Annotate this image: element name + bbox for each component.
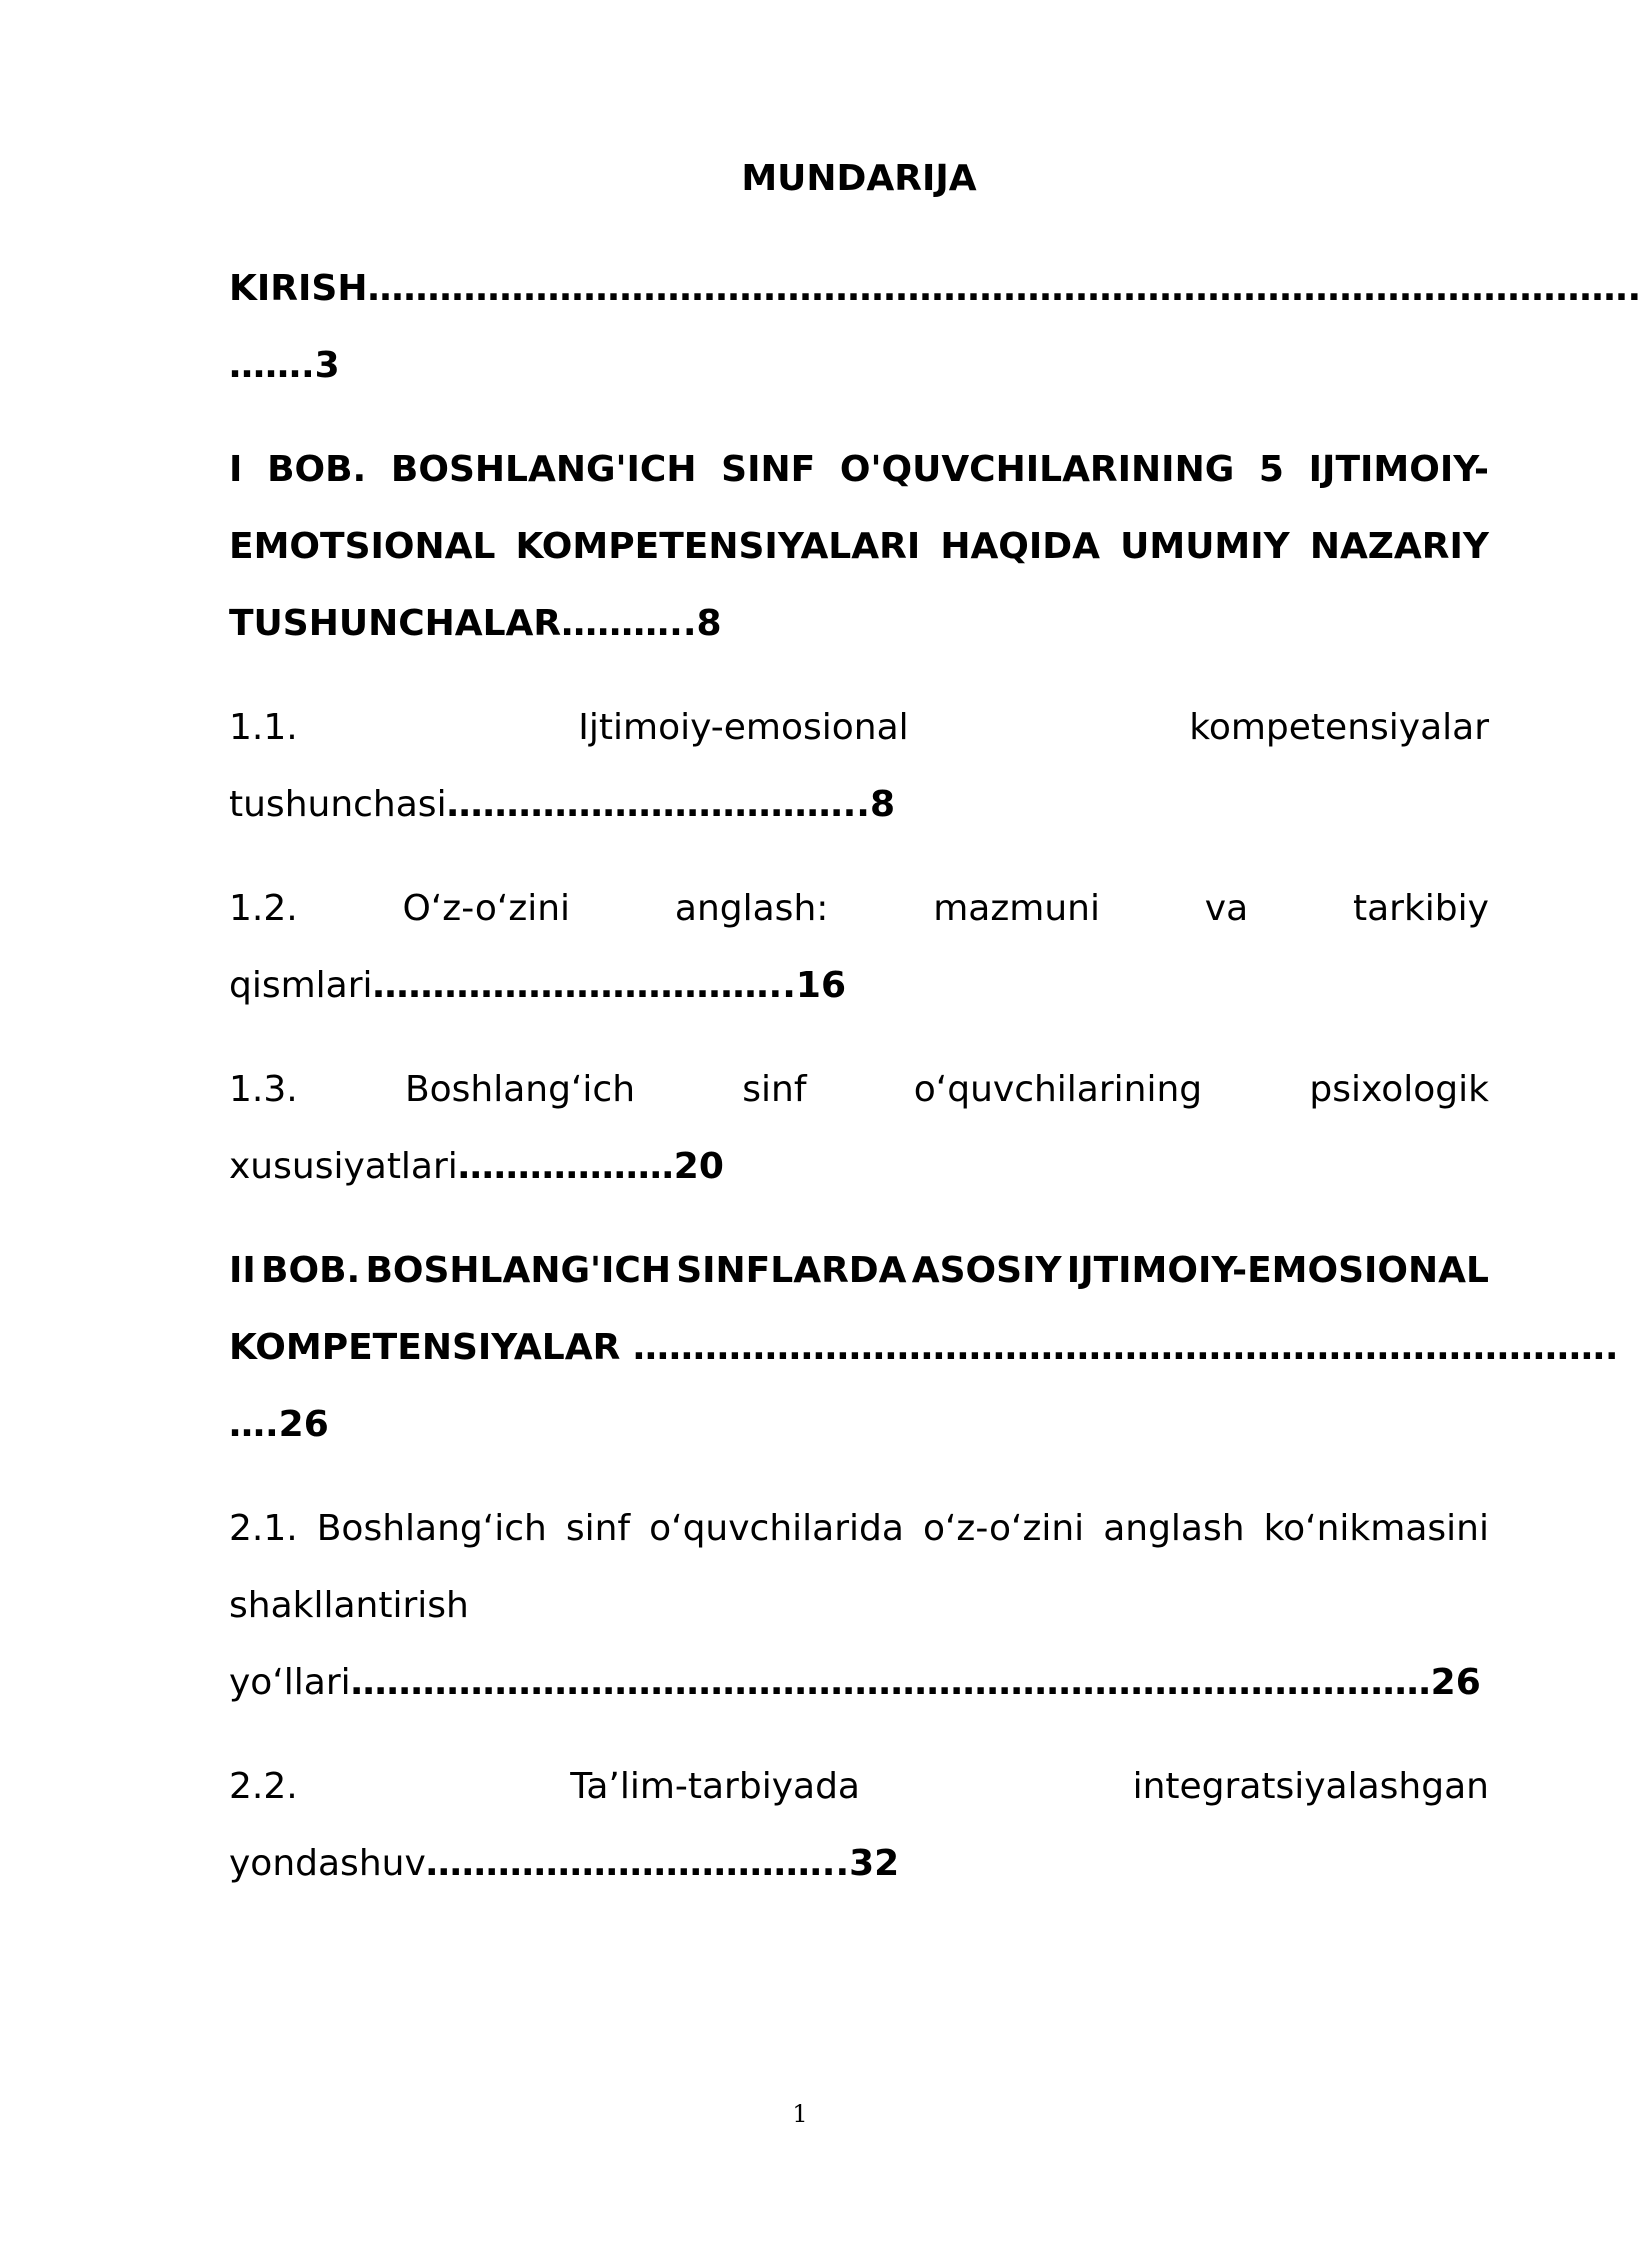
toc-section-1-3-line1 (229, 1051, 1489, 1128)
toc-chapter-2-line1 (229, 1232, 1489, 1309)
toc-section-1-1-line2 (229, 766, 1489, 843)
toc-entry-chapter-2[interactable] (229, 1232, 1619, 1463)
toc-leader-dots: ………………………………………………………………………. (620, 1327, 1619, 1368)
toc-leader-dots: …………………………….. (446, 784, 870, 825)
toc-word: BOSHLANG'ICH (390, 449, 697, 490)
toc-word: BOB. (261, 1250, 361, 1291)
toc-section-2-2-line1 (229, 1748, 1489, 1825)
toc-word: BOSHLANG'ICH (365, 1250, 671, 1291)
toc-word: UMUMIY (1120, 526, 1290, 567)
toc-word: IJTIMOIY- (1308, 449, 1489, 490)
toc-chapter-1-line2 (229, 508, 1489, 585)
toc-word: EMOTSIONAL (229, 526, 496, 567)
toc-section-2-1-line1 (229, 1490, 1489, 1567)
toc-word: I (229, 449, 243, 490)
toc-section-title-end: yo‘llari (229, 1662, 351, 1703)
toc-entry-kirish-line1: KIRISH……………………………………………………………………………………………. (229, 268, 1641, 309)
toc-word: psixologik (1309, 1069, 1489, 1110)
toc-section-title-end: qismlari (229, 965, 373, 1006)
toc-section-1-1-line1 (229, 689, 1489, 766)
toc-section-1-2-line1 (229, 870, 1489, 947)
toc-section-2-1-line3 (229, 1644, 1489, 1721)
toc-word: tarkibiy (1352, 888, 1489, 929)
toc-section-title-end: yondashuv (229, 1843, 426, 1884)
toc-word: va (1204, 888, 1249, 929)
toc-section-1-2-line2 (229, 947, 1489, 1024)
toc-word: o‘quvchilarida (649, 1508, 904, 1549)
toc-word: SINFLARDA (676, 1250, 907, 1291)
toc-word: SINF (721, 449, 816, 490)
toc-word: sinf (742, 1069, 807, 1110)
toc-word: O‘z-o‘zini (402, 888, 571, 929)
toc-section-2-2-line2 (229, 1825, 1489, 1902)
table-of-contents (229, 150, 1641, 1929)
toc-word: 1.1. (229, 707, 298, 748)
toc-entry-section-1-3[interactable] (229, 1051, 1489, 1205)
toc-chapter-2-line2 (229, 1309, 1619, 1386)
toc-chapter-1-line3 (229, 585, 1489, 662)
toc-entry-section-1-1[interactable] (229, 689, 1489, 843)
toc-word: ko‘nikmasini (1263, 1508, 1489, 1549)
toc-section-1-3-line2 (229, 1128, 1489, 1205)
toc-entry-section-2-2[interactable] (229, 1748, 1489, 1902)
toc-word: KOMPETENSIYALARI (515, 526, 921, 567)
toc-chapter-2-title-end: KOMPETENSIYALAR (229, 1327, 621, 1368)
page-footer-number: 1 (792, 2100, 808, 2128)
toc-word: ASOSIY (911, 1250, 1062, 1291)
toc-page-number: 16 (795, 965, 847, 1006)
toc-word: o‘quvchilarining (913, 1069, 1203, 1110)
toc-page-number: 8 (869, 784, 895, 825)
toc-word: o‘z-o‘zini (922, 1508, 1085, 1549)
toc-leader-dots: ……………………………………………………………………………… (350, 1662, 1431, 1703)
toc-leader-dots: ……….. (561, 603, 697, 644)
toc-leader-dots: …………………………….. (372, 965, 796, 1006)
toc-section-title-end: tushunchasi (229, 784, 447, 825)
toc-page-number: ….26 (229, 1404, 329, 1445)
toc-entry-chapter-1[interactable] (229, 431, 1489, 662)
toc-word: Ta’lim-tarbiyada (570, 1766, 860, 1807)
toc-word: mazmuni (933, 888, 1100, 929)
toc-page-number: 20 (673, 1146, 724, 1187)
toc-word: IJTIMOIY-EMOSIONAL (1066, 1250, 1489, 1291)
toc-chapter-1-line1 (229, 431, 1489, 508)
toc-entry-kirish[interactable] (229, 250, 1641, 404)
toc-word: anglash (1103, 1508, 1245, 1549)
toc-word: anglash: (674, 888, 829, 929)
toc-word: 5 (1258, 449, 1284, 490)
toc-word: NAZARIY (1309, 526, 1489, 567)
toc-section-2-1-line2: shakllantirish (229, 1585, 469, 1626)
toc-word: 1.2. (229, 888, 298, 929)
toc-word: O'QUVCHILARINING (839, 449, 1235, 490)
page-title: MUNDARIJA (741, 158, 977, 199)
toc-chapter-1-title-end: TUSHUNCHALAR (229, 603, 562, 644)
toc-word: Ijtimoiy-emosional (578, 707, 909, 748)
toc-word: sinf (565, 1508, 631, 1549)
toc-page-number: 32 (849, 1843, 900, 1884)
toc-page-number: 8 (696, 603, 722, 644)
toc-word: Boshlang‘ich (404, 1069, 636, 1110)
toc-entry-section-1-2[interactable] (229, 870, 1489, 1024)
toc-word: 1.3. (229, 1069, 298, 1110)
toc-word: 2.2. (229, 1766, 298, 1807)
toc-page-number: 26 (1430, 1662, 1481, 1703)
toc-section-title-end: xususiyatlari (229, 1146, 458, 1187)
toc-word: BOB. (267, 449, 367, 490)
toc-entry-kirish-page: …….3 (229, 345, 340, 386)
toc-word: integratsiyalashgan (1132, 1766, 1489, 1807)
toc-word: kompetensiyalar (1189, 707, 1489, 748)
toc-entry-section-2-1[interactable] (229, 1490, 1489, 1721)
toc-word: 2.1. (229, 1508, 298, 1549)
toc-word: Boshlang‘ich (316, 1508, 547, 1549)
toc-word: HAQIDA (940, 526, 1101, 567)
toc-chapter-2-line3 (229, 1386, 1489, 1463)
toc-word: II (229, 1250, 256, 1291)
toc-leader-dots: ……………… (457, 1146, 674, 1187)
toc-leader-dots: …………………………….. (425, 1843, 850, 1884)
